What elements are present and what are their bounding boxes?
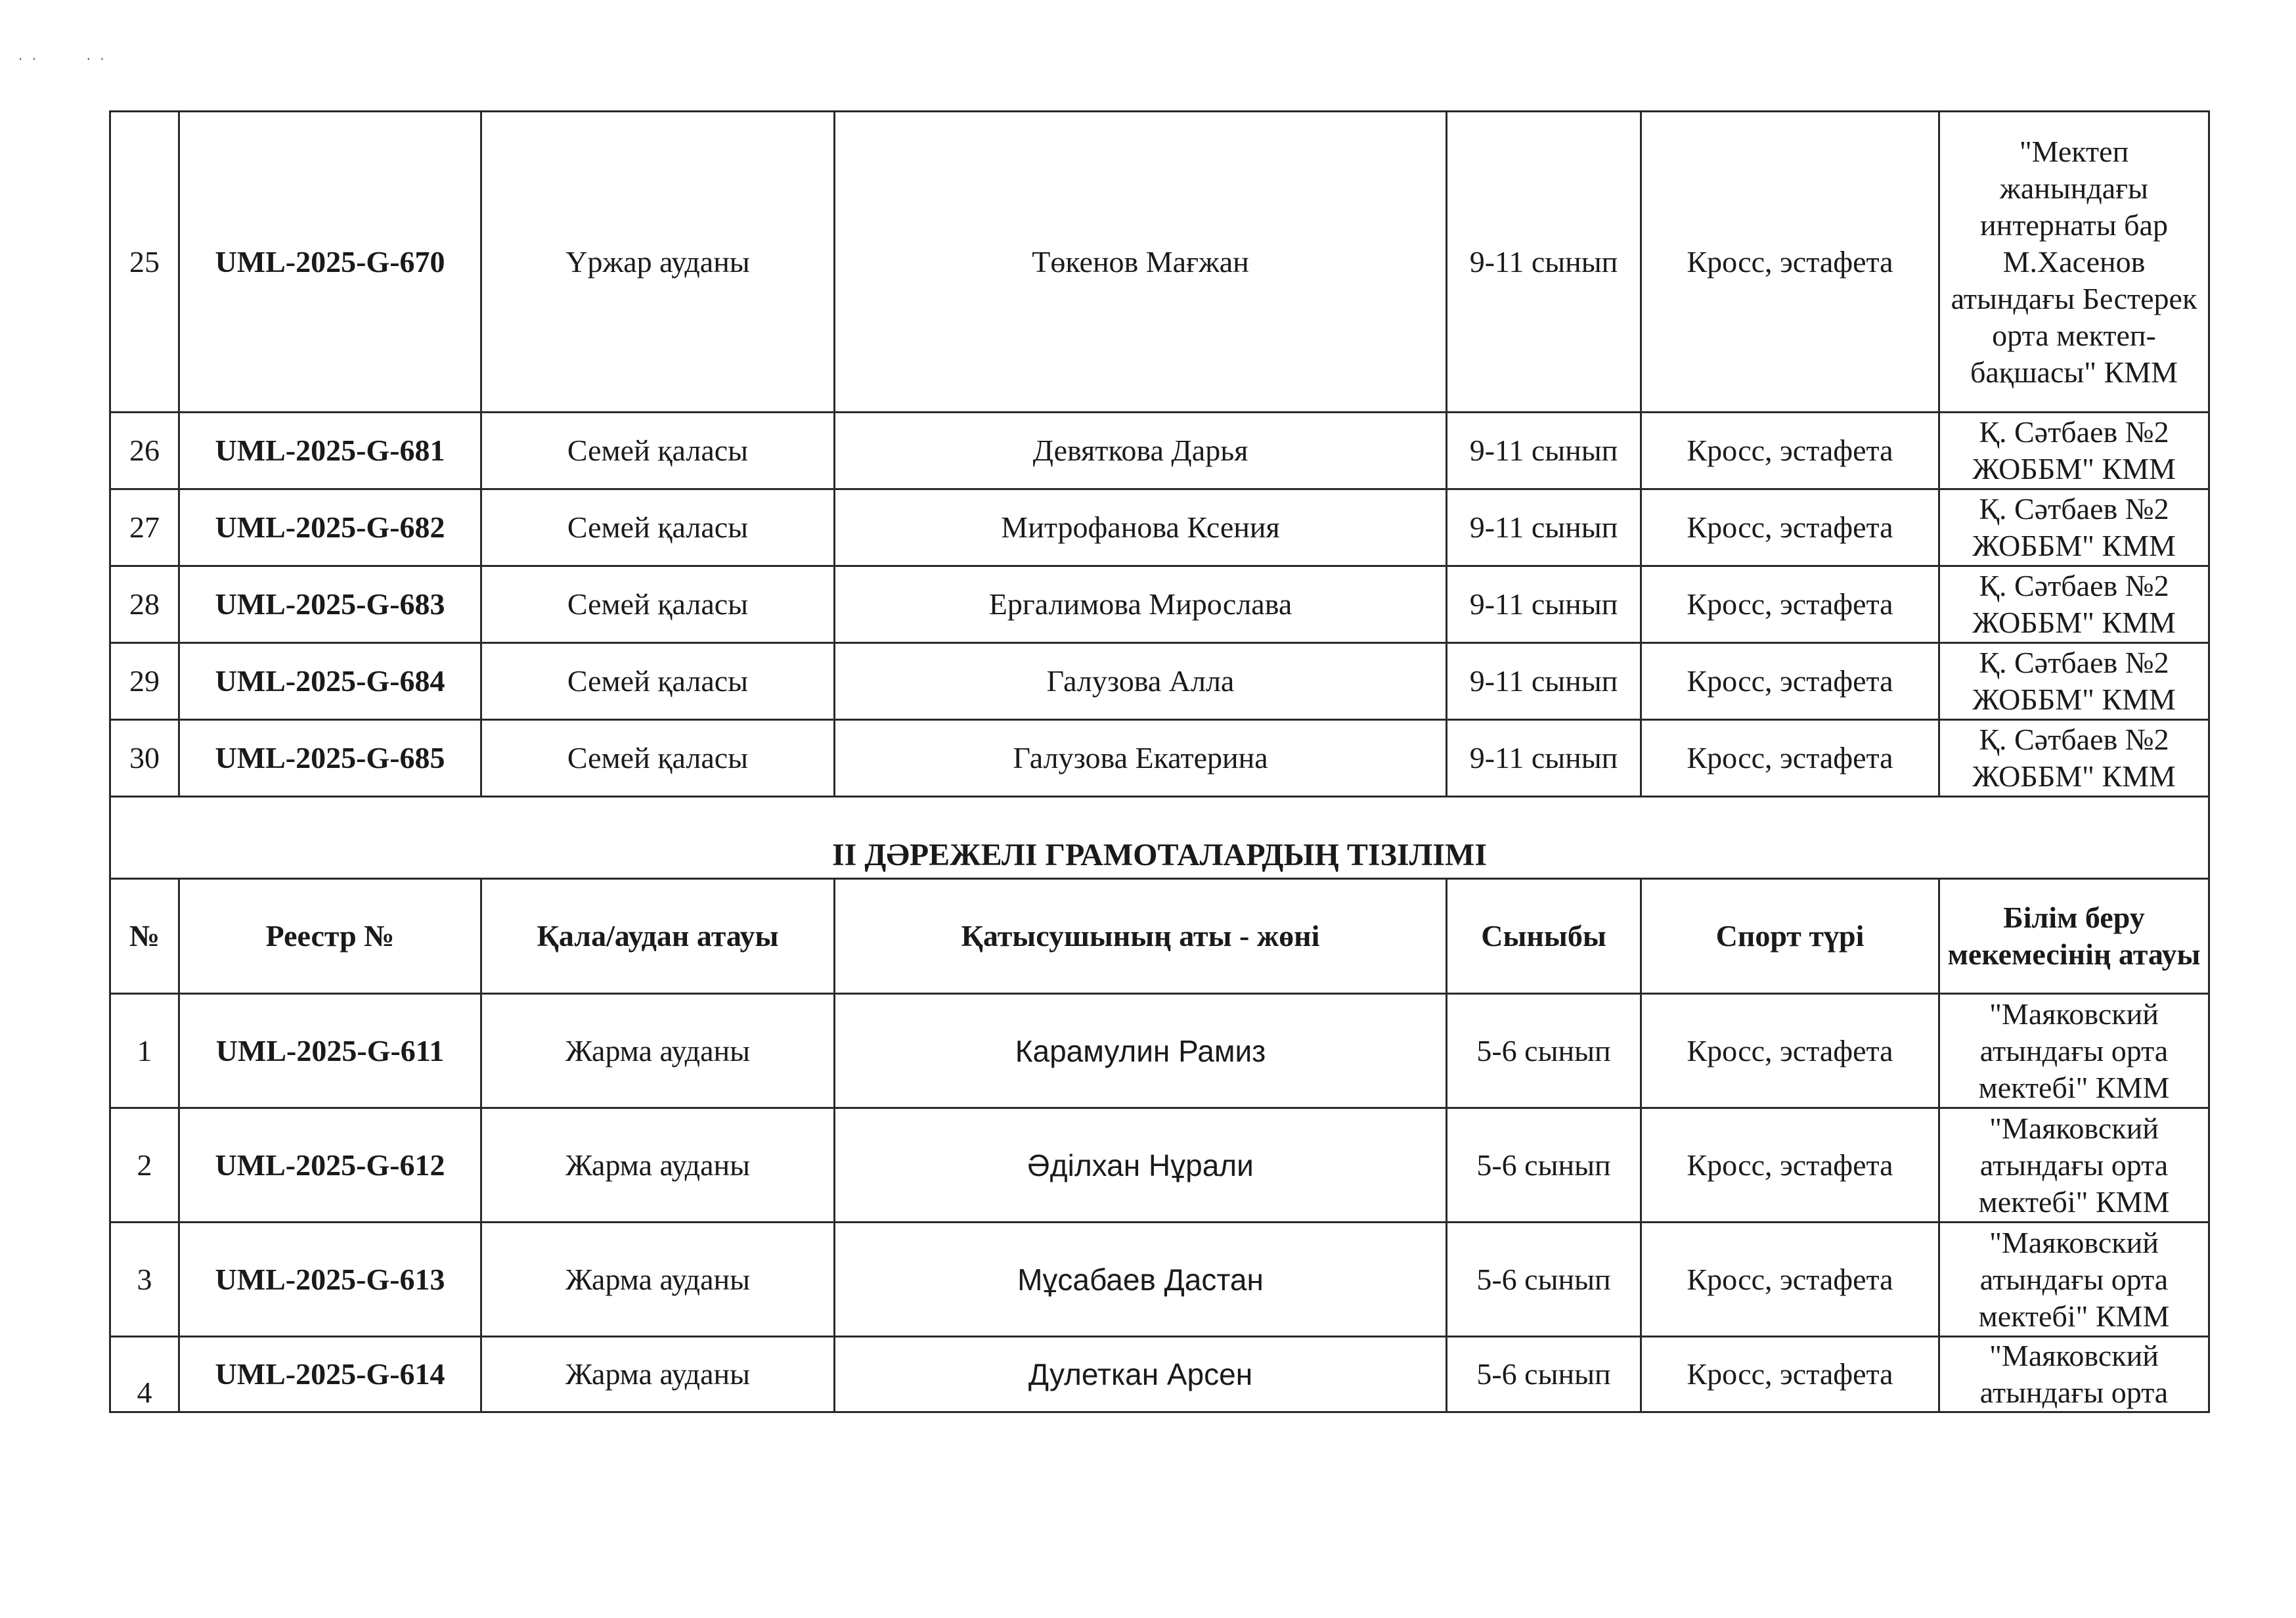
registry-number: UML-2025-G-684 xyxy=(179,643,481,720)
participant-name: Галузова Алла xyxy=(835,643,1447,720)
sport-type: Кросс, эстафета xyxy=(1641,720,1939,797)
district-name: Семей қаласы xyxy=(481,566,835,643)
header-registry: Реестр № xyxy=(179,879,481,994)
institution-name: Қ. Сәтбаев №2 ЖОББМ" КММ xyxy=(1939,566,2209,643)
district-name: Семей қаласы xyxy=(481,413,835,489)
sport-type: Кросс, эстафета xyxy=(1641,643,1939,720)
table-row xyxy=(110,1108,2209,1223)
district-name: Семей қаласы xyxy=(481,720,835,797)
header-num: № xyxy=(110,879,179,994)
table-row xyxy=(110,566,2209,643)
institution-name: "Мектеп жанындағы интернаты бар М.Хасенов атындағы Бестерек орта мектеп-бақшасы" КММ xyxy=(1939,112,2209,413)
row-number: 26 xyxy=(110,413,179,489)
row-number: 30 xyxy=(110,720,179,797)
table-row xyxy=(110,112,2209,413)
registry-table xyxy=(109,110,2210,1413)
row-number: 29 xyxy=(110,643,179,720)
section-title: II ДӘРЕЖЕЛІ ГРАМОТАЛАРДЫҢ ТІЗІЛІМІ xyxy=(110,797,2209,879)
row-number: 2 xyxy=(110,1108,179,1223)
registry-number: UML-2025-G-613 xyxy=(179,1223,481,1337)
sport-type: Кросс, эстафета xyxy=(1641,413,1939,489)
scan-artifact-marks: · · · · xyxy=(18,51,107,67)
district-name: Жарма ауданы xyxy=(481,994,835,1108)
table-row xyxy=(110,413,2209,489)
institution-name: "Маяковский атындағы орта мектебі" КММ xyxy=(1939,1223,2209,1337)
table-row xyxy=(110,643,2209,720)
institution-name: Қ. Сәтбаев №2 ЖОББМ" КММ xyxy=(1939,489,2209,566)
district-name: Үржар ауданы xyxy=(481,112,835,413)
table-row xyxy=(110,1337,2209,1412)
registry-number: UML-2025-G-611 xyxy=(179,994,481,1108)
sport-type: Кросс, эстафета xyxy=(1641,1223,1939,1337)
table-row xyxy=(110,489,2209,566)
institution-name: Қ. Сәтбаев №2 ЖОББМ" КММ xyxy=(1939,413,2209,489)
table-header-row xyxy=(110,879,2209,994)
sport-type: Кросс, эстафета xyxy=(1641,1108,1939,1223)
grade: 5-6 сынып xyxy=(1447,1337,1641,1412)
table-row xyxy=(110,720,2209,797)
institution-name: "Маяковский атындағы орта xyxy=(1939,1337,2209,1412)
district-name: Жарма ауданы xyxy=(481,1223,835,1337)
registry-number: UML-2025-G-612 xyxy=(179,1108,481,1223)
registry-number: UML-2025-G-614 xyxy=(179,1337,481,1412)
sport-type: Кросс, эстафета xyxy=(1641,112,1939,413)
registry-number: UML-2025-G-681 xyxy=(179,413,481,489)
grade: 9-11 сынып xyxy=(1447,643,1641,720)
participant-name: Карамулин Рамиз xyxy=(835,994,1447,1108)
sport-type: Кросс, эстафета xyxy=(1641,1337,1939,1412)
district-name: Семей қаласы xyxy=(481,489,835,566)
institution-name: Қ. Сәтбаев №2 ЖОББМ" КММ xyxy=(1939,720,2209,797)
institution-name: Қ. Сәтбаев №2 ЖОББМ" КММ xyxy=(1939,643,2209,720)
participant-name: Мұсабаев Дастан xyxy=(835,1223,1447,1337)
institution-name: "Маяковский атындағы орта мектебі" КММ xyxy=(1939,994,2209,1108)
district-name: Жарма ауданы xyxy=(481,1337,835,1412)
institution-name: "Маяковский атындағы орта мектебі" КММ xyxy=(1939,1108,2209,1223)
grade: 9-11 сынып xyxy=(1447,720,1641,797)
registry-number: UML-2025-G-683 xyxy=(179,566,481,643)
row-number: 28 xyxy=(110,566,179,643)
participant-name: Дулеткан Арсен xyxy=(835,1337,1447,1412)
registry-number: UML-2025-G-682 xyxy=(179,489,481,566)
registry-number: UML-2025-G-685 xyxy=(179,720,481,797)
header-sport: Спорт түрі xyxy=(1641,879,1939,994)
grade: 9-11 сынып xyxy=(1447,566,1641,643)
participant-name: Галузова Екатерина xyxy=(835,720,1447,797)
sport-type: Кросс, эстафета xyxy=(1641,489,1939,566)
grade: 9-11 сынып xyxy=(1447,489,1641,566)
header-institution: Білім беру мекемесінің атауы xyxy=(1939,879,2209,994)
participant-name: Митрофанова Ксения xyxy=(835,489,1447,566)
table-row xyxy=(110,994,2209,1108)
row-number: 25 xyxy=(110,112,179,413)
section-title-row xyxy=(110,797,2209,879)
table-row xyxy=(110,1223,2209,1337)
grade: 9-11 сынып xyxy=(1447,112,1641,413)
district-name: Жарма ауданы xyxy=(481,1108,835,1223)
row-number: 3 xyxy=(110,1223,179,1337)
grade: 5-6 сынып xyxy=(1447,1108,1641,1223)
grade: 5-6 сынып xyxy=(1447,994,1641,1108)
sport-type: Кросс, эстафета xyxy=(1641,566,1939,643)
participant-name: Әділхан Нұрали xyxy=(835,1108,1447,1223)
sport-type: Кросс, эстафета xyxy=(1641,994,1939,1108)
row-number: 1 xyxy=(110,994,179,1108)
row-number: 4 xyxy=(110,1337,179,1412)
registry-number: UML-2025-G-670 xyxy=(179,112,481,413)
header-district: Қала/аудан атауы xyxy=(481,879,835,994)
row-number: 27 xyxy=(110,489,179,566)
header-grade: Сыныбы xyxy=(1447,879,1641,994)
header-participant: Қатысушының аты - жөні xyxy=(835,879,1447,994)
grade: 9-11 сынып xyxy=(1447,413,1641,489)
participant-name: Төкенов Мағжан xyxy=(835,112,1447,413)
district-name: Семей қаласы xyxy=(481,643,835,720)
grade: 5-6 сынып xyxy=(1447,1223,1641,1337)
participant-name: Девяткова Дарья xyxy=(835,413,1447,489)
participant-name: Ергалимова Мирослава xyxy=(835,566,1447,643)
document-page xyxy=(109,110,2208,1413)
